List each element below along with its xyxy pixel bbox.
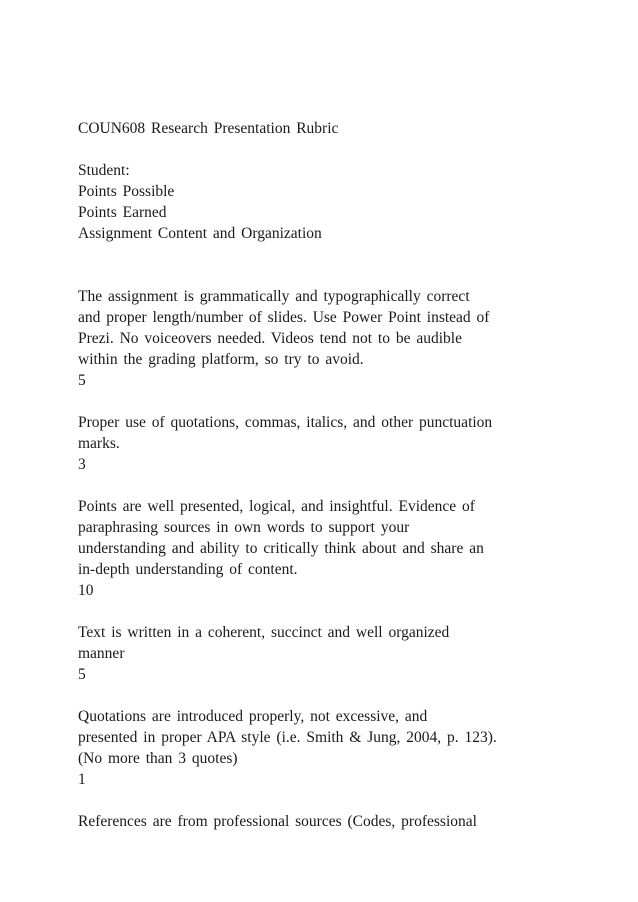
rubric-item-text: marks. <box>78 435 120 452</box>
rubric-item <box>78 811 598 832</box>
rubric-item-text: in-depth understanding of content. <box>78 561 298 578</box>
rubric-item <box>78 706 598 790</box>
rubric-item-text: paraphrasing sources in own words to support your <box>78 519 410 536</box>
rubric-item-text: Points are well presented, logical, and insightful. Evidence of <box>78 498 475 515</box>
rubric-item-text: within the grading platform, so try to avoid. <box>78 351 364 368</box>
rubric-header <box>78 160 598 244</box>
rubric-item-text: Prezi. No voiceovers needed. Videos tend not to be audible <box>78 330 462 347</box>
rubric-item-text: (No more than 3 quotes) <box>78 750 238 767</box>
rubric-item-text: and proper length/number of slides. Use Power Point instead of <box>78 309 490 326</box>
rubric-item-text: presented in proper APA style (i.e. Smith & Jung, 2004, p. 123). <box>78 729 497 746</box>
rubric-item-text: Proper use of quotations, commas, italics, and other punctuation <box>78 414 493 431</box>
rubric-item-points: 5 <box>78 372 86 389</box>
rubric-item-text: Text is written in a coherent, succinct and well organized <box>78 624 450 641</box>
points-possible-label: Points Possible <box>78 183 175 200</box>
rubric-item-text: References are from professional sources (Codes, professional <box>78 813 477 830</box>
section-heading: Assignment Content and Organization <box>78 225 322 242</box>
rubric-item <box>78 412 598 475</box>
rubric-item <box>78 286 598 391</box>
document-page <box>78 118 598 853</box>
student-label: Student: <box>78 162 130 179</box>
rubric-item-points: 5 <box>78 666 86 683</box>
rubric-item-points: 10 <box>78 582 94 599</box>
rubric-item <box>78 622 598 685</box>
rubric-item-text: The assignment is grammatically and typographically correct <box>78 288 470 305</box>
rubric-item-text: understanding and ability to critically think about and share an <box>78 540 484 557</box>
rubric-item <box>78 496 598 601</box>
rubric-item-points: 3 <box>78 456 86 473</box>
rubric-item-text: Quotations are introduced properly, not excessive, and <box>78 708 428 725</box>
points-earned-label: Points Earned <box>78 204 167 221</box>
rubric-item-points: 1 <box>78 771 86 788</box>
document-title: COUN608 Research Presentation Rubric <box>78 120 339 137</box>
rubric-item-text: manner <box>78 645 125 662</box>
